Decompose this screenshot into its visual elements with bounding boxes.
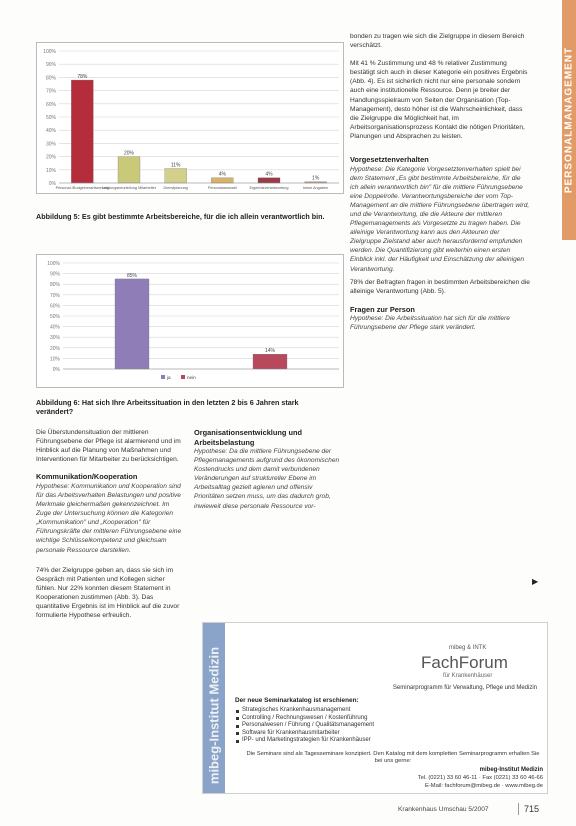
footer-divider [518, 803, 519, 815]
ad-strip [203, 623, 225, 793]
footer-page-number: 715 [524, 804, 540, 814]
list-item: Strategisches Krankenhausmanagement [235, 707, 535, 715]
data-label: 78% [77, 74, 88, 81]
y-tick-label: 30% [49, 335, 60, 342]
caption-fig6: Abbildung 6: Hat sich Ihre Arbeitssituation in den letzten 2 bis 6 Jahren stark verändert? [36, 398, 299, 416]
y-tick-label: 80% [49, 282, 60, 289]
ad-email: E-Mail: fachforum@mibeg.de · www.mibeg.de [424, 783, 543, 789]
ad-strip-text: mibeg-Institut Medizin [206, 646, 222, 785]
ad-institute: mibeg-Institut Medizin [479, 767, 543, 773]
data-label: 4% [265, 171, 273, 178]
y-tick-label: 30% [45, 141, 56, 148]
ad-heading: Der neue Seminarkatalog ist erschienen: [235, 697, 359, 704]
data-label: 11% [170, 162, 181, 169]
x-tick-label: Personalauswahl [207, 186, 237, 190]
y-tick-label: 0% [48, 181, 56, 187]
bar [165, 168, 187, 183]
heading: Kommunikation/Kooperation [36, 472, 138, 482]
ad-tagline: Seminarprogramm für Verwaltung, Pflege und Medizin [392, 685, 537, 691]
y-tick-label: 20% [45, 154, 56, 161]
ad-list [235, 707, 535, 745]
footer-journal: Krankenhaus Umschau 5/2007 [398, 806, 489, 813]
paragraph: bonden zu tragen wie sich die Zielgruppe in diesem Bereich verschätzt. [350, 33, 525, 50]
section-tab-label: PERSONALMANAGEMENT [563, 46, 575, 194]
y-tick-label: 90% [49, 271, 60, 278]
y-tick-label: 0% [52, 367, 60, 373]
legend-label: ja [167, 375, 171, 380]
data-label: 20% [123, 150, 135, 157]
y-tick-label: 100% [43, 49, 56, 55]
right-column [350, 32, 530, 333]
x-tick-label: Personal-/Budgetverantwortung [55, 186, 110, 190]
bar [258, 178, 280, 183]
bar [253, 354, 287, 369]
y-tick-label: 60% [49, 303, 60, 310]
paragraph: 74% der Zielgruppe geben an, dass sie sich im Gespräch mit Patienten und Kollegen sicher fühlen. Nur 22% konnten diesem Statement in Kooperationen zustimmen (Abb. 3). Das quantitative Ergebnis ist im Hinblick auf die zuvor formulierte Hypothese erfreulich. [36, 566, 180, 620]
paragraph: Hypothese: Die Kategorie Vorgesetztenverhalten spielt bei dem Statement „Es gibt bestimmte Arbeitsbereiche, für die ich allein verantwortlich bin" für die mittlere Führungsebene eine Doppelrolle. Verantwortungsbereiche der vom Top-Management an die mittlere Führungsebene übertragen wird, und die Verantwortung, die die Akteure der mittleren Pflegemanagements als Vorgesetzte zu tragen haben. Die alleinige Verantwortung kann aus den Akteuren der Zielgruppe Zielstand aber auch herausfordernd empfunden werden. Die Quantifizierung gibt weiterhin einen ersten Einblick inkl. der Häufigkeit und Einschätzung der alleinigen Verantwortung. [350, 165, 530, 273]
x-tick-label: Dienstplanung [163, 186, 188, 190]
y-tick-label: 40% [45, 128, 56, 135]
paragraph: 78% der Befragten fragen in bestimmten Arbeitsbereichen die alleinige Verantwortung (Abb. 5). [350, 278, 530, 295]
bar [118, 157, 140, 183]
list-item: IPP- und Marketingstrategien für Krankenhäuser [235, 737, 535, 745]
legend-swatch [161, 375, 165, 379]
x-tick-label: keine Angaben [303, 186, 329, 190]
bar [115, 279, 149, 369]
chart-fig6 [36, 254, 344, 388]
legend-swatch [181, 375, 185, 379]
bar [71, 80, 93, 183]
y-tick-label: 10% [45, 167, 56, 174]
y-tick-label: 50% [49, 314, 60, 320]
x-tick-label: Ergebnisverantwortung [249, 186, 289, 190]
list-item: Controlling / Rechnungswesen / Kostenführung [235, 715, 535, 723]
list-item: Personalwesen / Führung / Qualitätsmanagement [235, 722, 535, 730]
y-tick-label: 40% [49, 324, 60, 331]
advertisement [202, 622, 548, 794]
ad-brand-small: mibeg & INTK [449, 645, 487, 651]
continue-arrow-icon: ▶ [532, 577, 539, 586]
chart-fig6-svg [37, 255, 343, 387]
data-label: 1% [312, 175, 320, 182]
paragraph: Hypothese: Die Arbeitssituation hat sich für die mittlere Führungsebene der Pflege stark verändert. [350, 315, 510, 332]
chart-fig5-svg [37, 43, 343, 193]
paragraph: Die Überstundensituation der mittleren Führungsebene der Pflege ist alarmierend und im Hinblick auf die Planung von Maßnahmen und Interventionen für Mitarbeiter zu berücksichtigen. [36, 429, 181, 464]
y-tick-label: 100% [47, 261, 60, 267]
x-tick-label: Leistungsbeurteilung Mitarbeiter [101, 186, 157, 190]
y-tick-label: 90% [45, 62, 56, 69]
heading: Fragen zur Person [350, 304, 415, 314]
y-tick-label: 20% [49, 345, 60, 352]
section-tab [562, 0, 576, 240]
y-tick-label: 70% [45, 88, 56, 95]
legend-label: nein [187, 375, 196, 380]
data-label: 14% [264, 348, 276, 355]
y-tick-label: 10% [49, 356, 60, 363]
left-column [36, 428, 184, 620]
heading: Vorgesetztenverhalten [350, 155, 429, 165]
paragraph: Hypothese: Kommunikation und Kooperation sind für das Arbeitsverhalten Belastungen und positive Merkmale gleichermaßen gekennzeichnet. Im Zuge der Untersuchung können die Kategorien „Kommunikation" und „Kooperation" für Führungskräfte der mittleren Führungsebene eine wichtige Schlüsselkompetenz und gleichsam personale Ressource darstellen. [36, 482, 182, 554]
ad-phone: Tel. (0221) 33 60 46-11 · Fax (0221) 33 60 46-66 [417, 775, 543, 781]
ad-brand-sub: für Krankenhäuser [443, 673, 493, 679]
paragraph: Mit 41 % Zustimmung und 48 % relativer Zustimmung bestätigt sich auch in dieser Kategorie ein positives Ergebnis (Abb. 4). Es ist sicherlich nicht nur eine personale sondern auch eine institutionelle Ressource. Denn je breiter der Handlungsspielraum von Seiten der Organisation (Top-Management), desto höher ist die Wahrscheinlichkeit, dass die Zielgruppe die Möglichkeit hat, im Arbeitsorganisationsprozess Kontakt die nötigen Prioritäten, Planungen und Absprachen zu leisten. [350, 60, 528, 140]
data-label: 85% [126, 272, 138, 279]
y-tick-label: 50% [45, 115, 56, 121]
data-label: 4% [218, 171, 226, 178]
caption-fig5: Abbildung 5: Es gibt bestimmte Arbeitsbereiche, für die ich allein verantwortlich bin. [36, 212, 325, 221]
heading: Organisationsentwicklung und Arbeitsbelastung [194, 428, 302, 447]
paragraph: Hypothese: Da die mittlere Führungsebene der Pflegemanagements aufgrund des ökonomischen Kostendrucks und dem damit verbundenen Veränderungen auf struktureller Ebene im Arbeitsalltag gezielt agieren und offensiv Prioritäten setzen muss, um das dadurch grob, inwieweit diese personale Ressource vor- [194, 448, 340, 510]
list-item: Software für Krankenhausmitarbeiter [235, 730, 535, 738]
y-tick-label: 60% [45, 101, 56, 108]
bar [211, 178, 233, 183]
chart-fig5 [36, 42, 344, 194]
middle-column [194, 428, 342, 511]
ad-brand: FachForum [421, 653, 508, 672]
y-tick-label: 80% [45, 75, 56, 82]
ad-footer-text: Die Seminare sind als Tagesseminare konzipiert. Den Katalog mit dem kompletten Seminarprogramm erhalten Sie bei uns gerne: [246, 751, 540, 764]
y-tick-label: 70% [49, 292, 60, 299]
